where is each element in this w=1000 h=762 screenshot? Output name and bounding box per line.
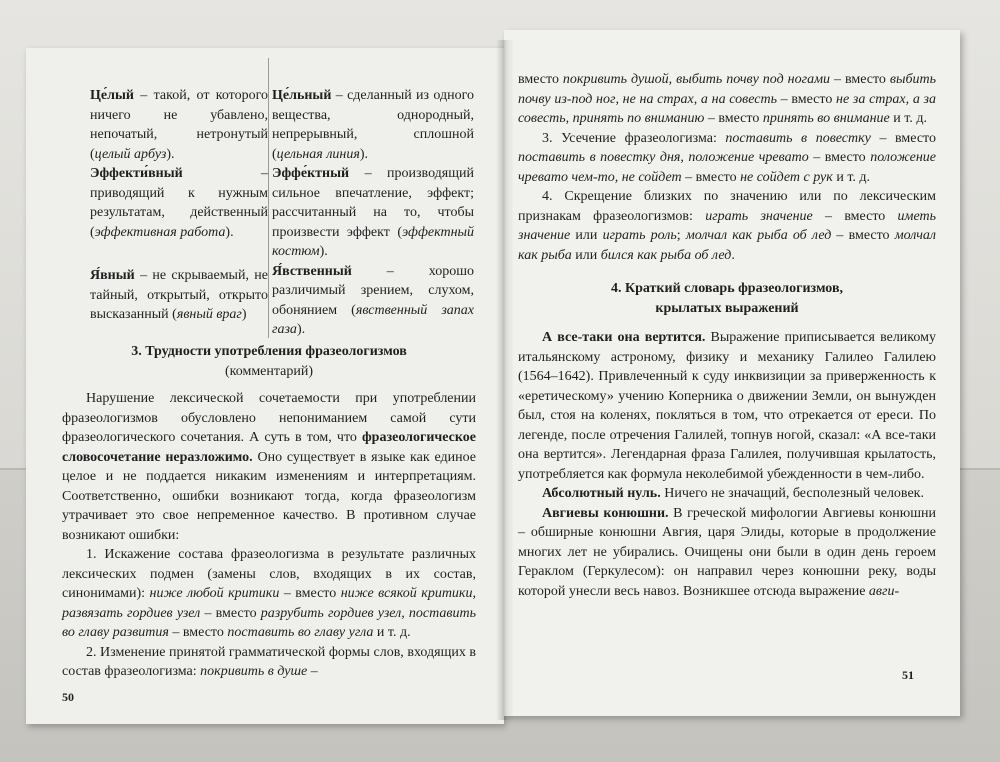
left-page xyxy=(26,48,504,724)
entry-effektnyi: Эффе́ктный – производящий сильное впечатление, эффект; рассчитанный на то, чтобы произвести эффект (эффектный костюм). xyxy=(272,166,474,259)
section-4-subtitle: крылатых выражений xyxy=(655,300,799,316)
paragraph: 3. Усечение фразеологизма: поставить в повестку – вместо поставить в повестку дня, положение чревато – вместо положение чревато чем-то, не сойдет – вместо не сойдет с рук и т. д. xyxy=(518,130,936,185)
section-3 xyxy=(62,342,476,682)
term: Це́льный xyxy=(272,88,332,103)
right-page-text xyxy=(518,70,936,601)
paronym-column-right xyxy=(272,58,474,340)
entry-yavnyi: Я́вный – не скрываемый, не тайный, открытый, открыто высказанный (явный враг) xyxy=(90,268,268,322)
paronym-column-left xyxy=(90,86,268,325)
term: Я́вный xyxy=(90,268,135,283)
paragraph: 4. Скрещение близких по значению или по лексическим признакам фразеологизмов: играть значение – вместо иметь значение или играть роль; молчал как рыба об лед – вместо молчал как рыба или бился как рыба об лед. xyxy=(518,189,936,263)
paragraph: вместо покривить душой, выбить почву под ногами – вместо выбить почву из-под ног, не на страх, а на совесть – вместо не за страх, а за совесть, принять по вниманию – вместо принять во внимание и т. д. xyxy=(518,72,937,126)
page-number: 51 xyxy=(902,668,914,682)
dictionary-entry: Авгиевы конюшни. В греческой мифологии Авгиевы конюшни – обширные конюшни Авгия, царя Элиды, которые в продолжение многих лет не убирались. Очищены они были в один день героем Гераклом (Геркулесом): он направил через конюшни реку, воды которой унесли весь навоз. Возникшее отсюда выражение авги- xyxy=(518,505,936,599)
paragraph: Нарушение лексической сочетаемости при употреблении фразеологизмов обусловлено непониманием самой сути фразеологического сочетания. А суть в том, что фразеологическое словосочетание неразложимо. Оно существует в языке как единое целое и не поддается никаким изменениям и интерпретациям. Соответственно, ошибки возникают тогда, когда фразеологизм утрачивает это свое непременное качество. В противном случае возникают ошибки: xyxy=(62,391,476,543)
entry-tselnyi: Це́льный – сделанный из одного вещества, однородный, непрерывный, сплошной (цельная линия). xyxy=(272,88,474,162)
page-number: 50 xyxy=(62,690,74,704)
section-4-title: 4. Краткий словарь фразеологизмов, xyxy=(610,281,844,296)
paragraph: 1. Искажение состава фразеологизма в результате различных лексических подмен (замены слов, входящих в их состав, синонимами): ниже любой критики – вместо ниже всякой критики, развязать гордиев узел – вместо разрубить гордиев узел, поставить во главу развития – вместо поставить во главу угла и т. д. xyxy=(62,547,476,640)
entry-term: Авгиевы конюшни. xyxy=(542,505,669,521)
entry-term: А все-таки она вертится. xyxy=(542,330,706,345)
entry-tselyi: Це́лый – такой, от которого ничего не убавлено, непочатый, нетронутый (целый арбуз). xyxy=(90,88,268,162)
term: Це́лый xyxy=(90,88,134,103)
dictionary-entry: Абсолютный нуль. Ничего не значащий, бесполезный человек. xyxy=(542,486,924,501)
term: Эффекти́вный xyxy=(90,166,183,181)
entry-effektivnyi: Эффекти́вный – приводящий к нужным результатам, действенный (эффективная работа). xyxy=(90,166,268,240)
dictionary-entry: А все-таки она вертится. Выражение приписывается великому итальянскому астроному, физику и механику Галилео Галилею (1564–1642). Привлеченный к суду инквизиции за приверженность к «еретическому» учению Коперника о движении Земли, он вынужден был, стоя на коленях, покляться в том, что отрекается от ереси. По легенде, после отречения Галилей, топнув ногой, сказал: «А все-таки она вертится». Легендарная фраза Галилея, получившая крылатость, употребляется как формула неколебимой убежденности в чем-либо. xyxy=(518,330,936,482)
term: Эффе́ктный xyxy=(272,166,350,181)
entry-yavstvennyi: Я́вственный – хорошо различимый зрением, слухом, обонянием (явственный запах газа). xyxy=(272,263,474,337)
section-3-title: 3. Трудности употребления фразеологизмов xyxy=(131,344,407,359)
book-gutter xyxy=(496,40,514,720)
section-3-subtitle: (комментарий) xyxy=(224,363,314,379)
entry-term: Абсолютный нуль. xyxy=(542,486,661,501)
right-page xyxy=(504,30,960,716)
term: Я́вственный xyxy=(272,263,352,279)
column-divider xyxy=(268,58,269,338)
paragraph: 2. Изменение принятой грамматической формы слов, входящих в состав фразеологизма: покривить в душе – xyxy=(62,644,476,679)
